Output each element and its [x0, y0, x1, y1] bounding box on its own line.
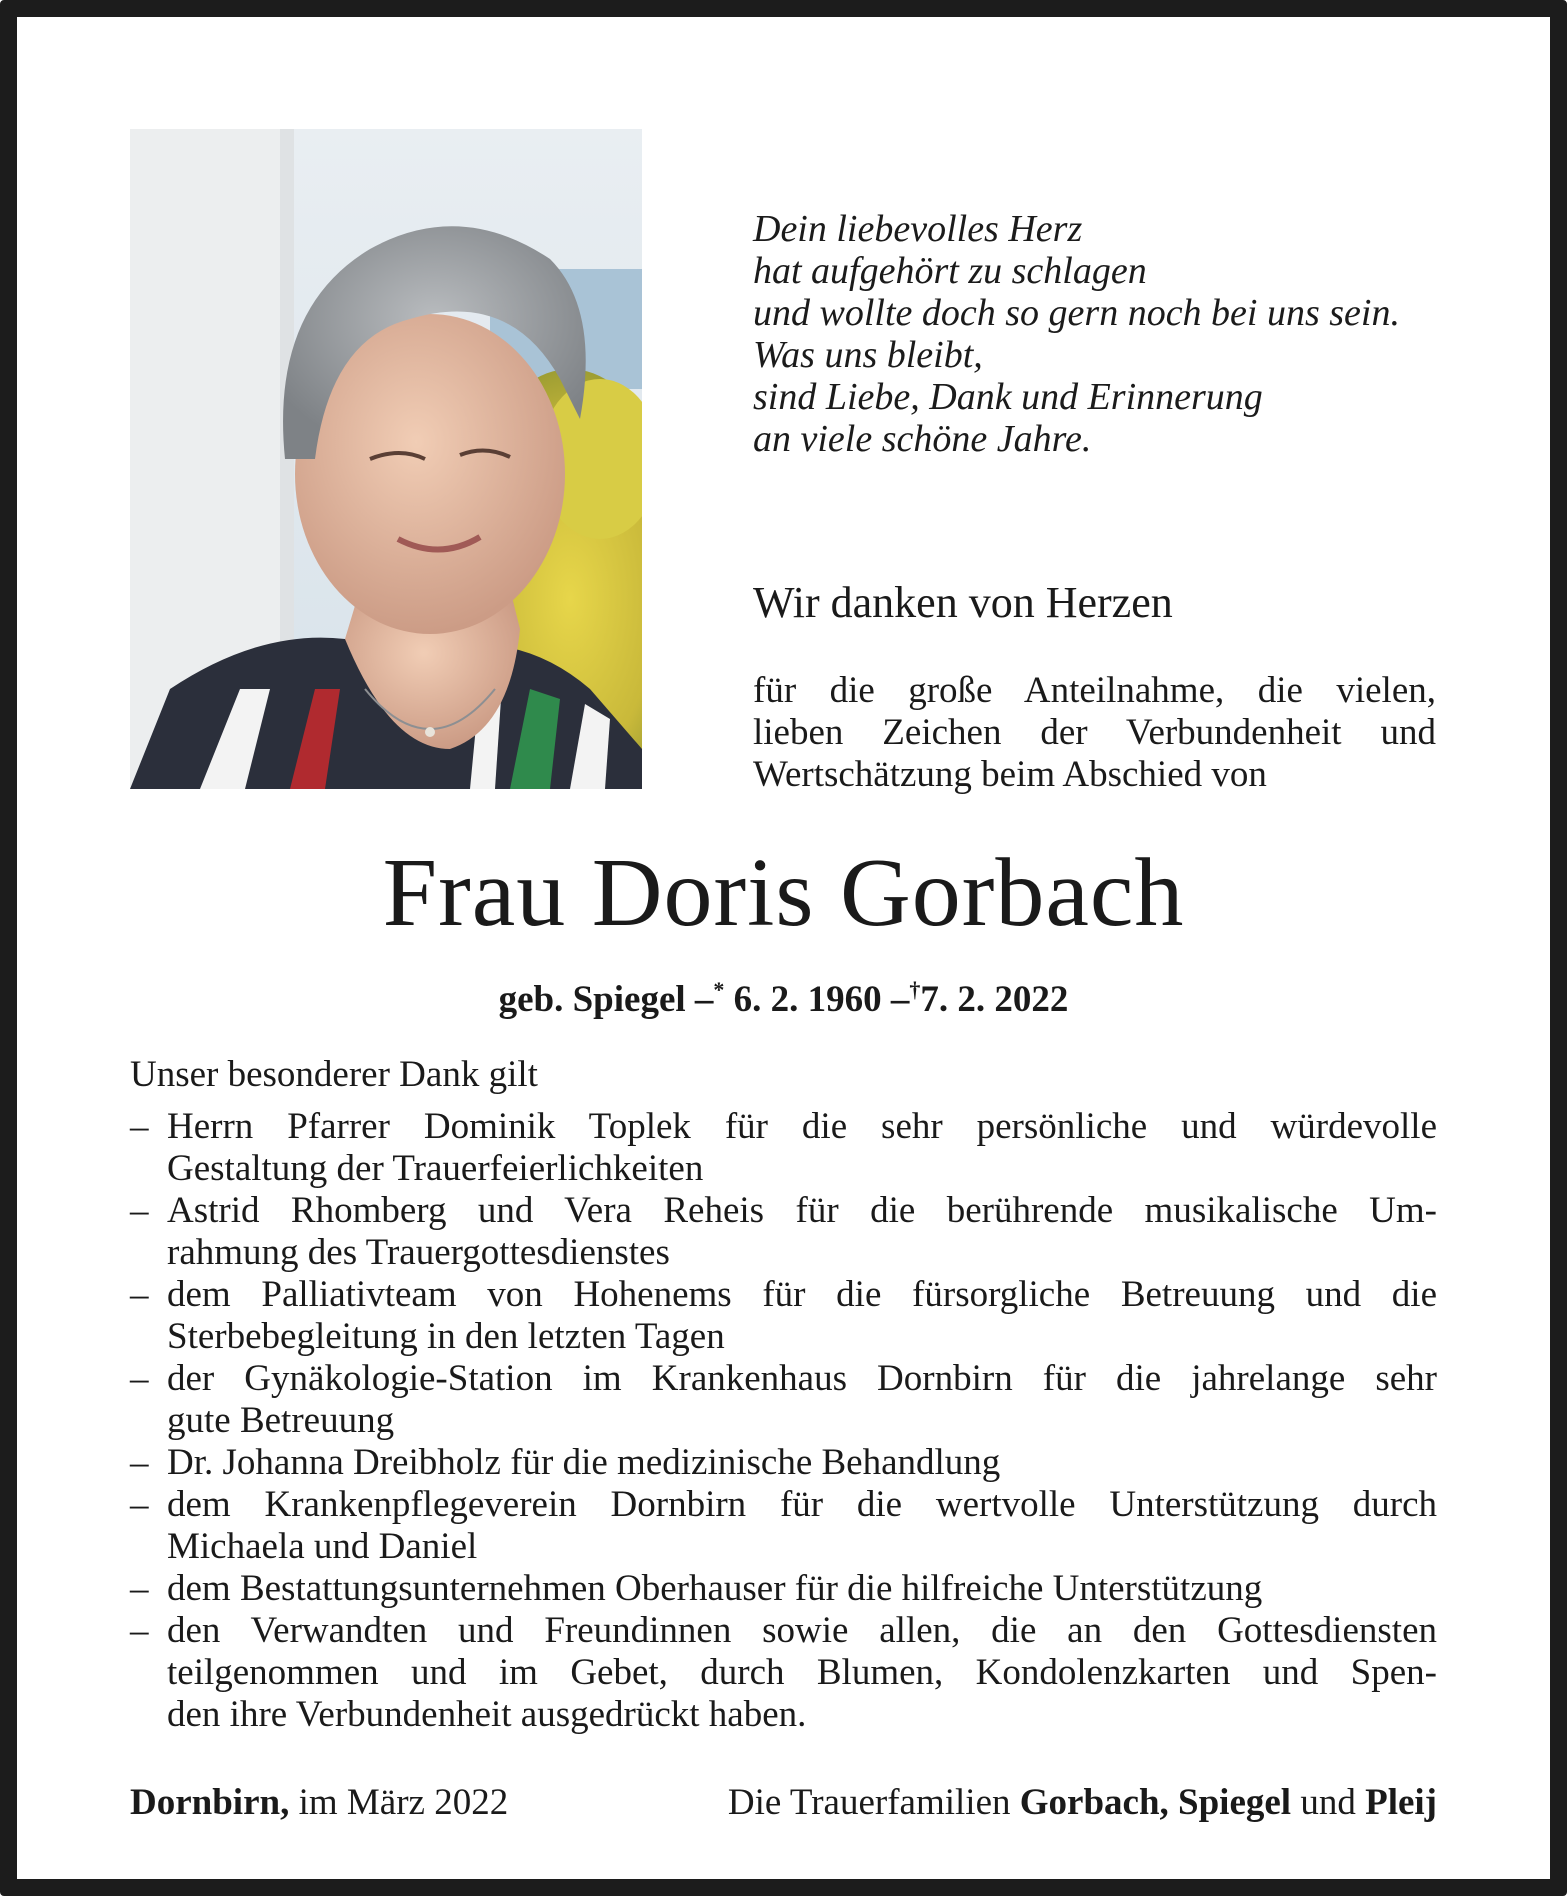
thanks-line: lieben Zeichen der Verbundenheit und: [753, 712, 1436, 753]
acknowledgements-list: [130, 1106, 1437, 1736]
place-and-date: [130, 1781, 508, 1825]
signature-footer: [130, 1781, 1437, 1825]
thanks-line: Wertschätzung beim Abschied von: [753, 754, 1267, 795]
memorial-poem: [753, 208, 1473, 460]
list-dash: –: [130, 1568, 149, 1609]
acknowledgements-intro: Unser besonderer Dank gilt: [130, 1054, 538, 1095]
date-separator: –: [890, 979, 910, 1020]
deceased-name: Frau Doris Gorbach: [382, 839, 1185, 947]
list-item-line: Herrn Pfarrer Dominik Toplek für die sehr persönliche und würdevolle: [167, 1106, 1437, 1147]
list-dash: –: [130, 1484, 149, 1525]
place: Dornbirn,: [130, 1782, 290, 1823]
poem-line: an viele schöne Jahre.: [753, 418, 1092, 460]
poem-line: Was uns bleibt,: [753, 334, 983, 376]
list-item-line: dem Palliativteam von Hohenems für die fürsorgliche Betreuung und die: [167, 1274, 1437, 1315]
list-item-line: dem Krankenpflegeverein Dornbirn für die wertvolle Unterstützung durch: [167, 1484, 1437, 1525]
thanks-line: für die große Anteilnahme, die vielen,: [753, 670, 1436, 711]
family-name: Spiegel: [1178, 1782, 1292, 1823]
list-item-line: Astrid Rhomberg und Vera Reheis für die berührende musikalische Um-: [167, 1190, 1437, 1231]
list-item: [130, 1106, 1437, 1190]
list-item-line: Michaela und Daniel: [167, 1526, 478, 1567]
list-dash: –: [130, 1442, 149, 1483]
list-dash: –: [130, 1190, 149, 1231]
list-item: [130, 1274, 1437, 1358]
date: im März 2022: [298, 1782, 509, 1823]
conjunction: und: [1300, 1782, 1356, 1823]
poem-line: und wollte doch so gern noch bei uns sein.: [753, 292, 1400, 334]
thanks-paragraph: [753, 670, 1436, 796]
list-item-line: den Verwandten und Freundinnen sowie allen, die an den Gottesdiensten: [167, 1610, 1437, 1651]
list-item: [130, 1442, 1437, 1484]
families-signature: [728, 1781, 1437, 1825]
poem-line: hat aufgehört zu schlagen: [753, 250, 1147, 292]
list-item-line: dem Bestattungsunternehmen Oberhauser für die hilfreiche Unterstützung: [167, 1568, 1263, 1609]
family-name: Gorbach,: [1019, 1782, 1169, 1823]
list-item-line: teilgenommen und im Gebet, durch Blumen, Kondolenzkarten und Spen-: [167, 1652, 1437, 1693]
list-item-line: Gestaltung der Trauerfeierlichkeiten: [167, 1148, 704, 1189]
list-item: [130, 1568, 1437, 1610]
thanks-heading: Wir danken von Herzen: [753, 578, 1173, 627]
list-item-line: der Gynäkologie-Station im Krankenhaus Dornbirn für die jahrelange sehr: [167, 1358, 1437, 1399]
poem-line: sind Liebe, Dank und Erinnerung: [753, 376, 1263, 418]
list-dash: –: [130, 1106, 149, 1147]
death-date: 7. 2. 2022: [920, 979, 1069, 1020]
list-dash: –: [130, 1610, 149, 1651]
date-separator: –: [694, 979, 714, 1020]
list-item-line: den ihre Verbundenheit ausgedrückt haben.: [167, 1694, 807, 1735]
poem-line: Dein liebevolles Herz: [753, 208, 1083, 250]
portrait-photo: [130, 129, 642, 789]
list-item: [130, 1610, 1437, 1736]
families-prefix: Die Trauerfamilien: [727, 1782, 1011, 1823]
list-dash: –: [130, 1274, 149, 1315]
life-dates: [0, 968, 1567, 1022]
list-dash: –: [130, 1358, 149, 1399]
died-symbol: †: [909, 977, 921, 1002]
list-item-line: Sterbebegleitung in den letzten Tagen: [167, 1316, 725, 1357]
list-item-line: rahmung des Trauergottesdienstes: [167, 1232, 670, 1273]
list-item-line: Dr. Johanna Dreibholz für die medizinische Behandlung: [167, 1442, 1001, 1483]
family-name: Pleij: [1365, 1782, 1437, 1823]
born-symbol: *: [713, 977, 725, 1002]
list-item: [130, 1190, 1437, 1274]
list-item-line: gute Betreuung: [167, 1400, 395, 1441]
birth-date: 6. 2. 1960: [733, 979, 882, 1020]
list-item: [130, 1484, 1437, 1568]
birth-name: geb. Spiegel: [498, 979, 686, 1020]
list-item: [130, 1358, 1437, 1442]
